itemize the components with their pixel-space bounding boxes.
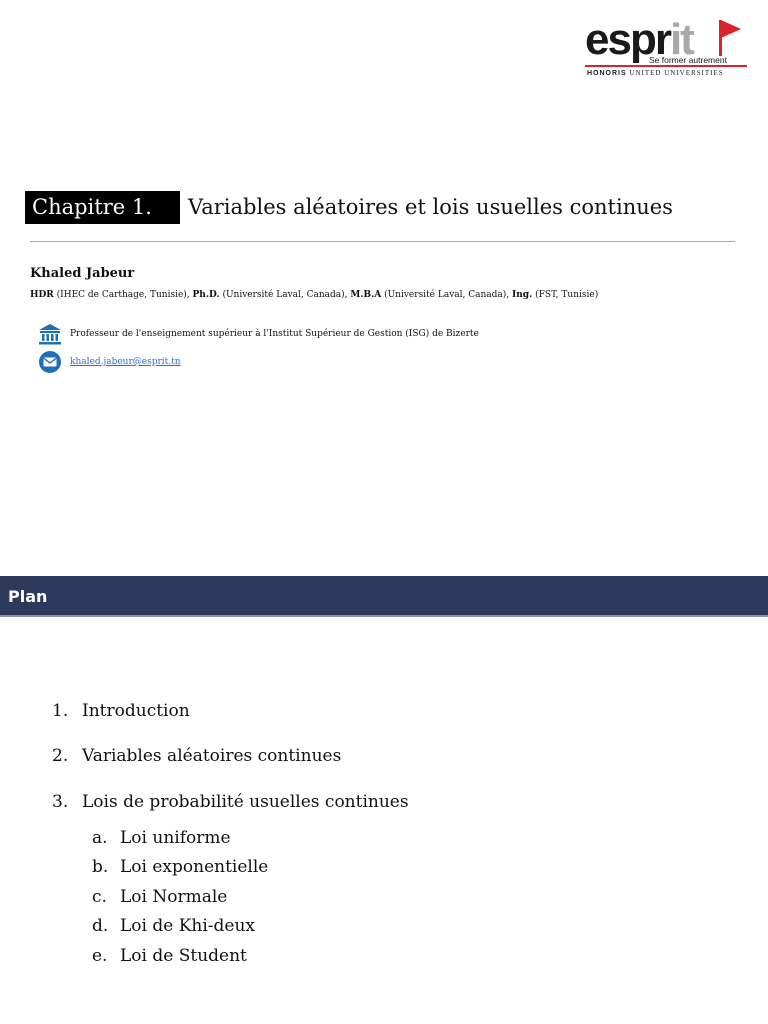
chapter-label: Chapitre 1.	[25, 191, 180, 224]
author-position: Professeur de l'enseignement supérieur à l'Institut Supérieur de Gestion (ISG) de Bizerte	[70, 329, 479, 339]
bank-icon	[38, 323, 62, 345]
logo-flag-icon	[721, 20, 741, 38]
logo-divider	[585, 65, 747, 67]
plan-heading: Plan	[8, 587, 48, 606]
plan-item-number: 1.	[52, 701, 69, 721]
logo-wordmark: esprit	[585, 15, 693, 64]
plan-subitem-label: Loi exponentielle	[120, 857, 269, 877]
plan-subitem-letter: d.	[92, 916, 109, 936]
plan-subitem-letter: a.	[92, 828, 108, 848]
author-name: Khaled Jabeur	[30, 266, 135, 281]
chapter-title: Variables aléatoires et lois usuelles continues	[188, 195, 673, 219]
envelope-icon	[38, 351, 62, 373]
author-email-link[interactable]: khaled.jabeur@esprit.tn	[70, 357, 181, 367]
plan-subitem-label: Loi de Khi-deux	[120, 916, 256, 936]
plan-subitem-letter: e.	[92, 946, 108, 966]
plan-subitem-label: Loi de Student	[120, 946, 247, 966]
plan-item-label: Lois de probabilité usuelles continues	[82, 792, 409, 812]
plan-item-number: 2.	[52, 746, 69, 766]
author-position-row	[38, 323, 479, 345]
heading-rule	[30, 241, 735, 242]
esprit-logo	[585, 15, 750, 84]
plan-subitem-letter: b.	[92, 857, 109, 877]
author-credentials: HDR (IHEC de Carthage, Tunisie), Ph.D. (Université Laval, Canada), M.B.A (Université Laval, Canada), Ing. (FST, Tunisie)	[30, 290, 599, 300]
plan-item-label: Introduction	[82, 701, 190, 721]
plan-item-number: 3.	[52, 792, 69, 812]
logo-subtitle: HONORIS UNITED UNIVERSITIES	[587, 69, 724, 77]
logo-tagline: Se former autrement	[649, 55, 727, 65]
plan-subitem-letter: c.	[92, 887, 107, 907]
plan-item-label: Variables aléatoires continues	[82, 746, 342, 766]
author-email-row	[38, 351, 181, 373]
plan-header-bar	[0, 576, 768, 617]
plan-subitem-label: Loi uniforme	[120, 828, 231, 848]
plan-subitem-label: Loi Normale	[120, 887, 228, 907]
